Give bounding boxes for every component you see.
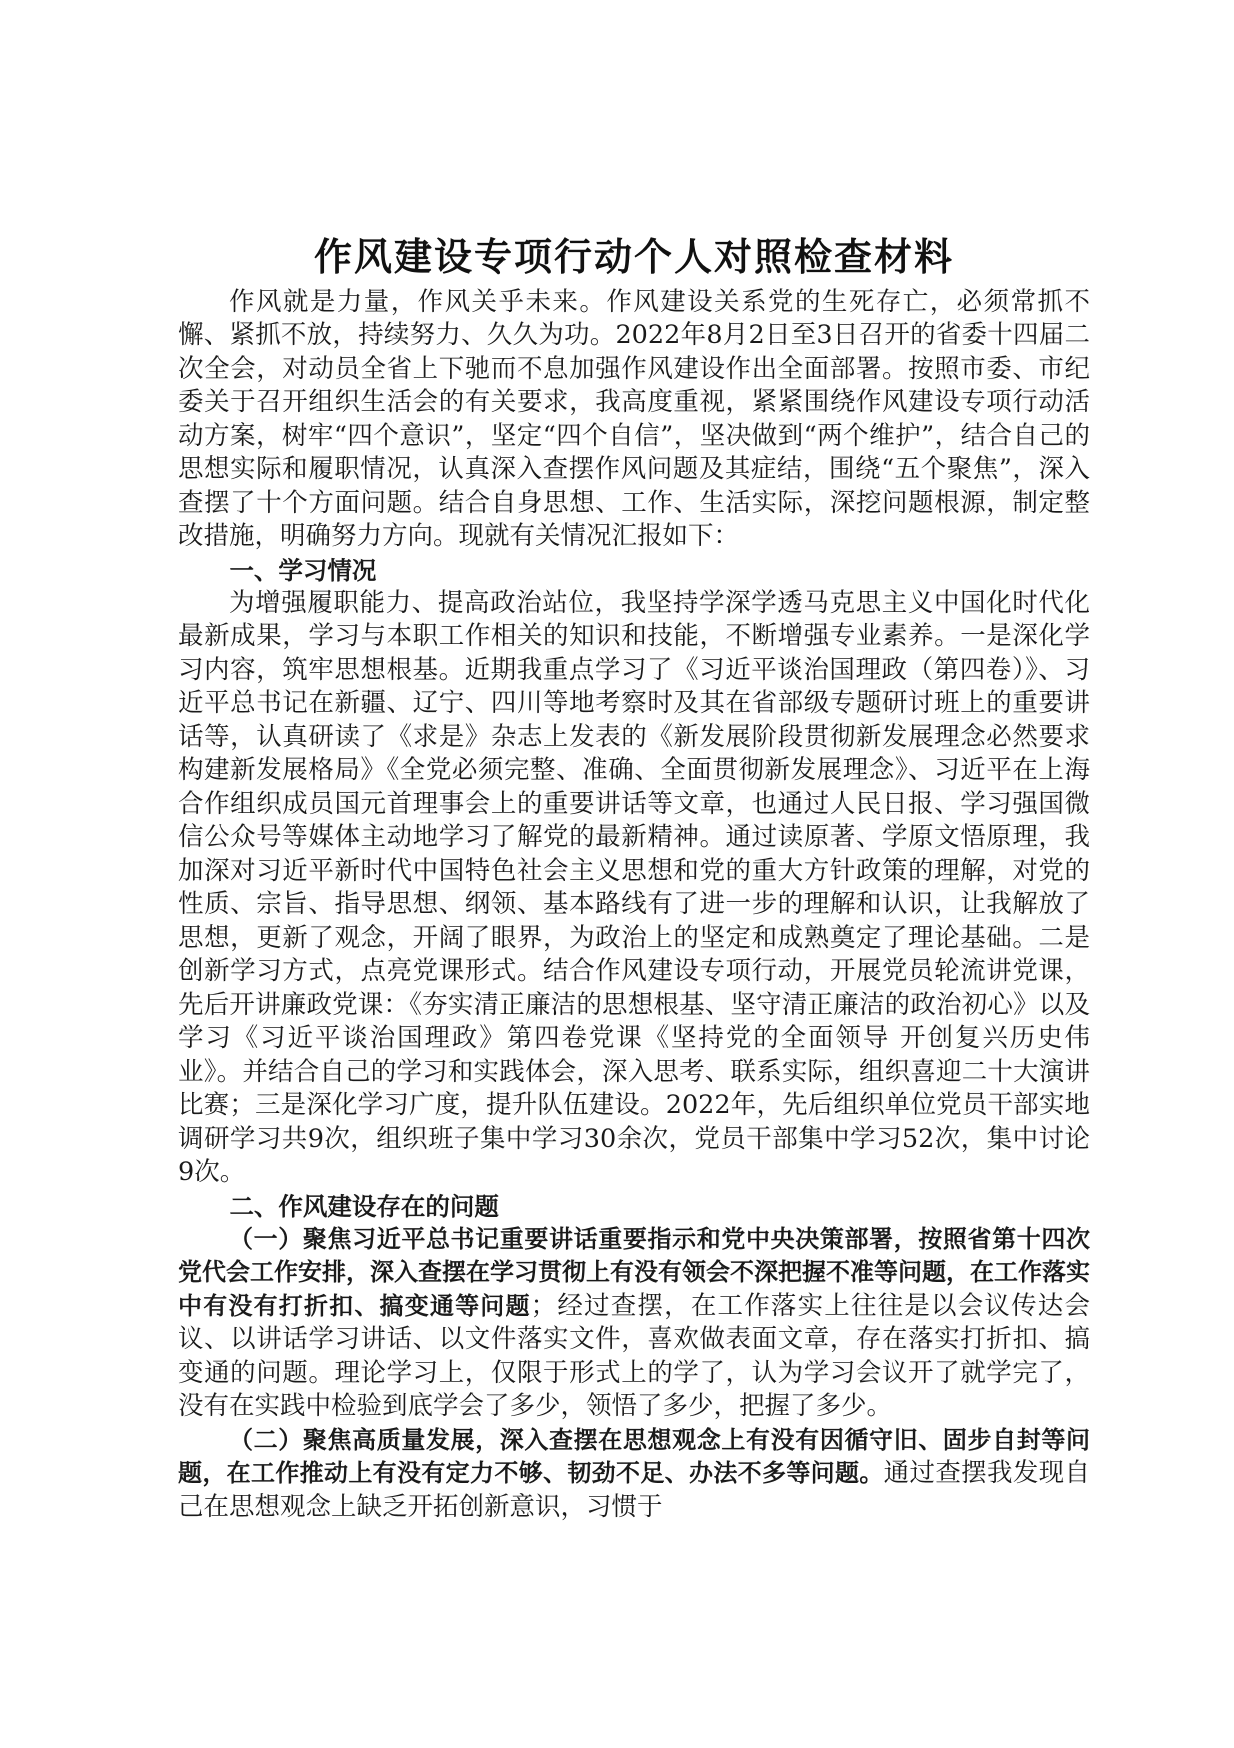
document-title: 作风建设专项行动个人对照检查材料 bbox=[313, 235, 954, 279]
intro-paragraph: 作风就是力量，作风关乎未来。作风建设关系党的生死存亡，必须常抓不懈、紧抓不放，持续努力、久久为功。2022年8月2日至3日召开的省委十四届二次全会，对动员全省上下驰而不息加强作风建设作出全面部署。按照市委、市纪委关于召开组织生活会的有关要求，我高度重视，紧紧围绕作风建设专项行动活动方案，树牢“四个意识”，坚定“四个自信”，坚决做到“两个维护”，结合自己的思想实际和履职情况，认真深入查摆作风问题及其症结，围绕“五个聚焦”，深入查摆了十个方面问题。结合自身思想、工作、生活实际，深挖问题根源，制定整改措施，明确努力方向。现就有关情况汇报如下： bbox=[178, 286, 1090, 551]
document-page bbox=[178, 234, 1090, 1524]
section-heading-study: 一、学习情况 bbox=[229, 555, 377, 585]
problem-item-2-lead: （二）聚焦高质量发展，深入查摆在思想观念上有没有因循守旧、固步自封等问题，在工作推动上有没有定力不够、韧劲不足、办法不多等问题。 bbox=[178, 1425, 1090, 1487]
problem-item-1-body: ；经过查摆，在工作落实上往往是以会议传达会议、以讲话学习讲话、以文件落实文件，喜欢做表面文章，存在落实打折扣、搞变通的问题。理论学习上，仅限于形式上的学了，认为学习会议开了就学完了，没有在实践中检验到底学会了多少，领悟了多少，把握了多少。 bbox=[178, 1290, 1090, 1421]
problem-item-2-body: 通过查摆我发现自己在思想观念上缺乏开拓创新意识，习惯于 bbox=[178, 1458, 1090, 1522]
problem-item-2 bbox=[178, 1424, 1090, 1525]
study-paragraph: 为增强履职能力、提高政治站位，我坚持学深学透马克思主义中国化时代化最新成果，学习与本职工作相关的知识和技能，不断增强专业素养。一是深化学习内容，筑牢思想根基。近期我重点学习了《习近平谈治国理政（第四卷）》、习近平总书记在新疆、辽宁、四川等地考察时及其在省部级专题研讨班上的重要讲话等，认真研读了《求是》杂志上发表的《新发展阶段贯彻新发展理念必然要求构建新发展格局》《全党必须完整、准确、全面贯彻新发展理念》、习近平在上海合作组织成员国元首理事会上的重要讲话等文章，也通过人民日报、学习强国微信公众号等媒体主动地学习了解党的最新精神。通过读原著、学原文悟原理，我加深对习近平新时代中国特色社会主义思想和党的重大方针政策的理解，对党的性质、宗旨、指导思想、纲领、基本路线有了进一步的理解和认识，让我解放了思想，更新了观念，开阔了眼界，为政治上的坚定和成熟奠定了理论基础。二是创新学习方式，点亮党课形式。结合作风建设专项行动，开展党员轮流讲党课，先后开讲廉政党课：《夯实清正廉洁的思想根基、坚守清正廉洁的政治初心》以及学习《习近平谈治国理政》第四卷党课《坚持党的全面领导 开创复兴历史伟业》。并结合自己的学习和实践体会，深入思考、联系实际，组织喜迎二十大演讲比赛；三是深化学习广度，提升队伍建设。2022年，先后组织单位党员干部实地调研学习共9次，组织班子集中学习30余次，党员干部集中学习52次，集中讨论9次。 bbox=[178, 587, 1090, 1187]
problem-item-1 bbox=[178, 1223, 1090, 1424]
section-heading-problems: 二、作风建设存在的问题 bbox=[229, 1191, 499, 1221]
problem-item-1-lead: （一）聚焦习近平总书记重要讲话重要指示和党中央决策部署，按照省第十四次党代会工作安排，深入查摆在学习贯彻上有没有领会不深把握不准等问题，在工作落实中有没有打折扣、搞变通等问题 bbox=[178, 1224, 1090, 1320]
